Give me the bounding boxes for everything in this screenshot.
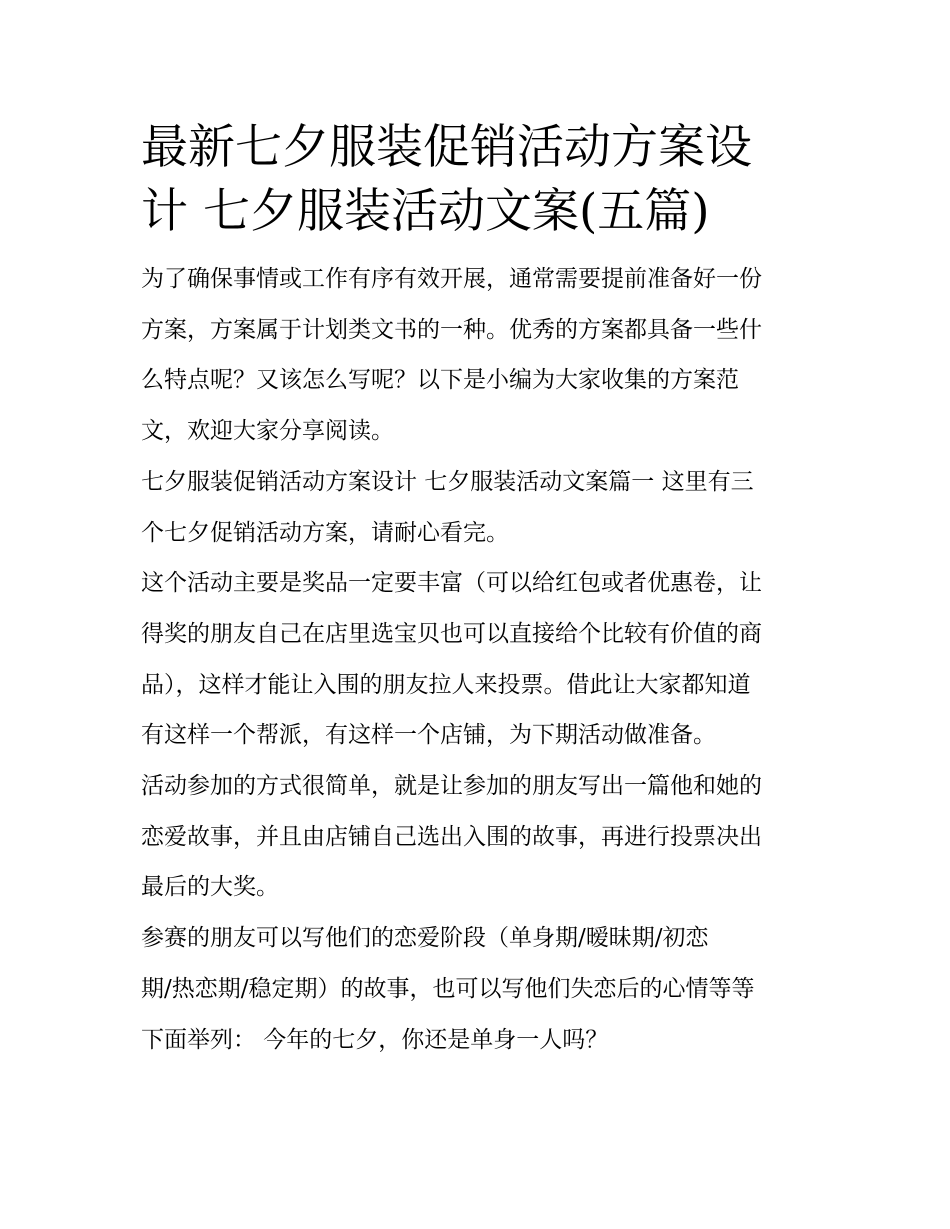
document-body [141, 116, 813, 1065]
text-line: 下面举列： 今年的七夕，你还是单身一人吗？ [141, 1026, 609, 1053]
body-paragraph [141, 913, 813, 1065]
text-line: 期/热恋期/稳定期）的故事，也可以写他们失恋后的心情等等 [141, 975, 755, 1002]
text-line: 恋爱故事，并且由店铺自己选出入围的故事，再进行投票决出 [141, 823, 762, 850]
text-line: 得奖的朋友自己在店里选宝贝也可以直接给个比较有价值的商 [141, 620, 762, 647]
text-line: 么特点呢？又该怎么写呢？以下是小编为大家收集的方案范 [141, 367, 739, 394]
text-line: 参赛的朋友可以写他们的恋爱阶段（单身期/暧昧期/初恋 [141, 925, 709, 952]
text-line: 个七夕促销活动方案，请耐心看完。 [141, 519, 509, 546]
text-line: 方案，方案属于计划类文书的一种。优秀的方案都具备一些什 [141, 316, 762, 343]
intro-paragraph [141, 254, 813, 457]
document-title [141, 116, 813, 244]
title-line: 计 七夕服装活动文案(五篇) [141, 184, 710, 239]
text-line: 有这样一个帮派，有这样一个店铺，为下期活动做准备。 [141, 722, 716, 749]
text-line: 最后的大奖。 [141, 874, 279, 901]
text-line: 活动参加的方式很简单，就是让参加的朋友写出一篇他和她的 [141, 773, 762, 800]
text-line: 七夕服装促销活动方案设计 七夕服装活动文案篇一 这里有三 [141, 468, 754, 495]
text-line: 为了确保事情或工作有序有效开展，通常需要提前准备好一份 [141, 266, 762, 292]
text-line: 文，欢迎大家分享阅读。 [141, 418, 394, 445]
body-paragraph [141, 761, 813, 913]
text-line: 品），这样才能让入围的朋友拉人来投票。借此让大家都知道 [141, 671, 751, 698]
text-line: 这个活动主要是奖品一定要丰富（可以给红包或者优惠卷，让 [141, 570, 762, 597]
title-line: 最新七夕服装促销活动方案设 [141, 120, 752, 175]
body-paragraph [141, 558, 813, 761]
section-heading-paragraph [141, 457, 813, 558]
